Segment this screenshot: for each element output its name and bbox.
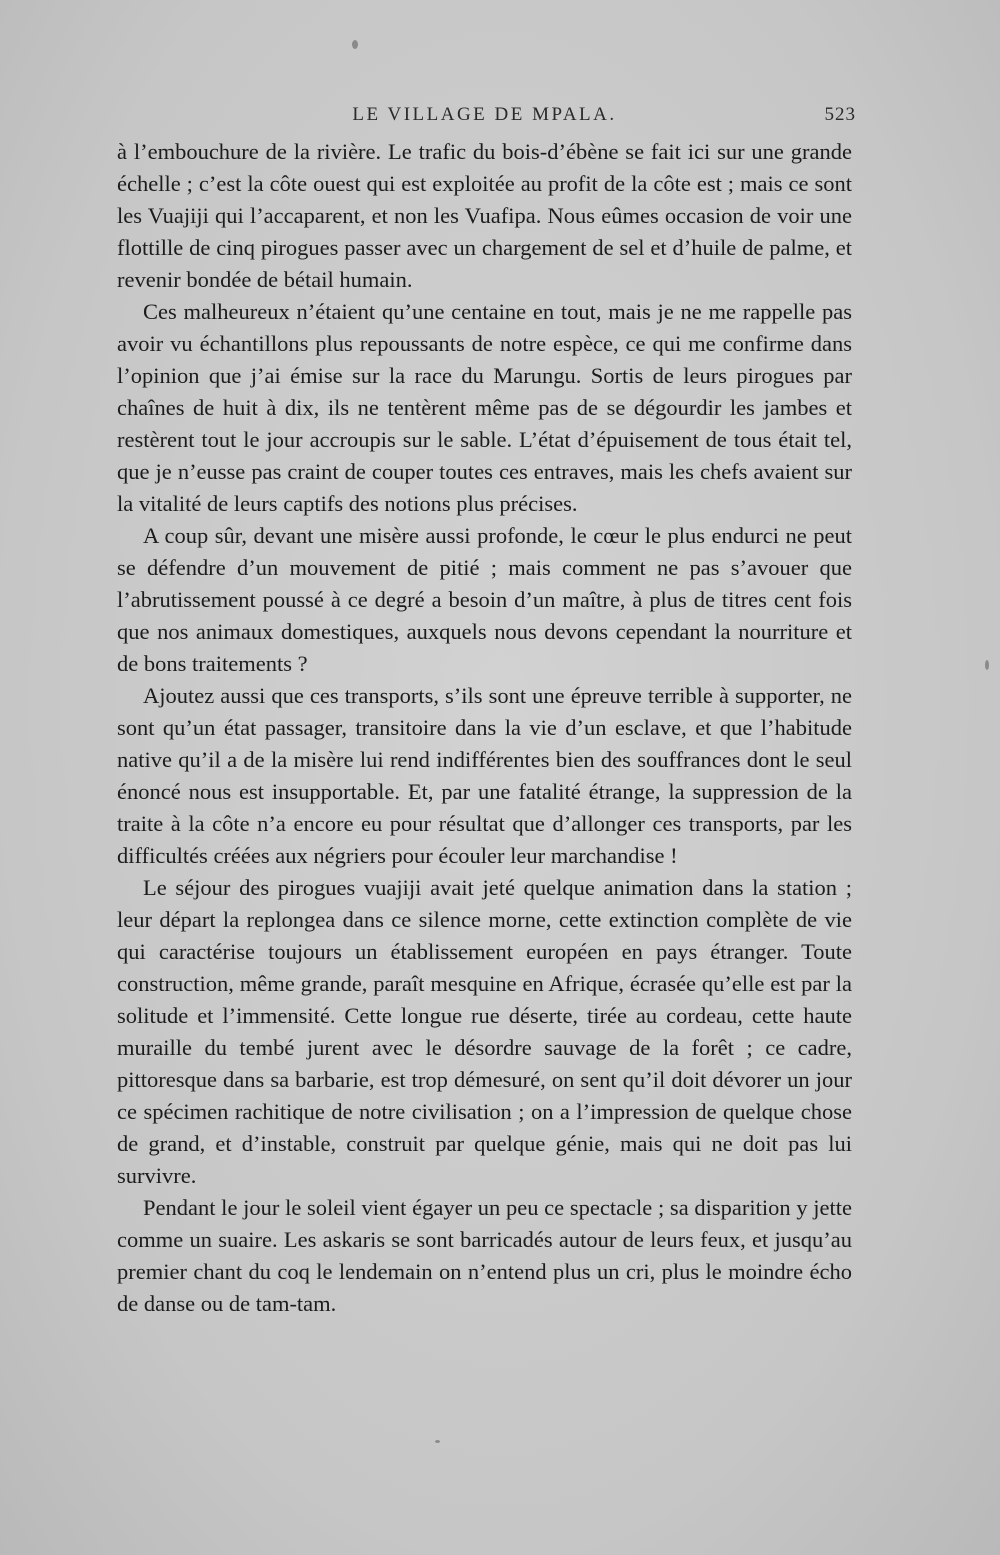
- body-text: [117, 136, 852, 1320]
- paragraph: A coup sûr, devant une misère aussi profonde, le cœur le plus endurci ne peut se défendre d’un mouvement de pitié ; mais comment ne pas s’avouer que l’abrutissement poussé à ce degré a besoin d’un maître, à plus de titres cent fois que nos animaux domestiques, auxquels nous devons cependant la nourriture et de bons traitements ?: [117, 523, 852, 676]
- page-number: 523: [824, 104, 856, 125]
- paper-speck: [435, 1440, 440, 1443]
- paragraph: Le séjour des pirogues vuajiji avait jeté quelque animation dans la station ; leur départ la replongea dans ce silence morne, cette extinction complète de vie qui caractérise toujours un établissement européen en pays étranger. Toute construction, même grande, paraît mesquine en Afrique, écrasée qu’elle est par la solitude et l’immensité. Cette longue rue déserte, tirée au cordeau, cette haute muraille du tembé jurent avec le désordre sauvage de la forêt ; ce cadre, pittoresque dans sa barbarie, est trop démesuré, on sent qu’il doit dévorer un jour ce spécimen rachitique de notre civilisation ; on a l’impression de quelque chose de grand, et d’instable, construit par quelque génie, mais qui ne doit pas lui survivre.: [117, 875, 852, 1188]
- paragraph: Pendant le jour le soleil vient égayer un peu ce spectacle ; sa disparition y jette comme un suaire. Les askaris se sont barricadés autour de leurs feux, et jusqu’au premier chant du coq le lendemain on n’entend plus un cri, plus le moindre écho de danse ou de tam-tam.: [117, 1195, 852, 1316]
- paper-speck: [985, 660, 989, 670]
- paragraph-continuation: à l’embouchure de la rivière. Le trafic du bois-d’ébène se fait ici sur une grande échelle ; c’est la côte ouest qui est exploitée au profit de la côte est ; mais ce sont les Vuajiji qui l’accaparent, et non les Vuafipa. Nous eûmes occasion de voir une flottille de cinq pirogues passer avec un chargement de sel et d’huile de palme, et revenir bondée de bétail humain.: [117, 139, 852, 292]
- paragraph: Ajoutez aussi que ces transports, s’ils sont une épreuve terrible à supporter, ne sont qu’un état passager, transitoire dans la vie d’un esclave, et que l’habitude native qu’il a de la misère lui rend indifférentes bien des souffrances dont le seul énoncé nous est insupportable. Et, par une fatalité étrange, la suppression de la traite à la côte n’a encore eu pour résultat que d’allonger ces transports, par les difficultés créées aux négriers pour écouler leur marchandise !: [117, 683, 852, 868]
- running-title: LE VILLAGE DE MPALA.: [352, 104, 617, 125]
- page-header: [117, 104, 856, 134]
- paragraph: Ces malheureux n’étaient qu’une centaine en tout, mais je ne me rappelle pas avoir vu échantillons plus repoussants de notre espèce, ce qui me confirme dans l’opinion que j’ai émise sur la race du Marungu. Sortis de leurs pirogues par chaînes de huit à dix, ils ne tentèrent même pas de se dégourdir les jambes et restèrent tout le jour accroupis sur le sable. L’état d’épuisement de tous était tel, que je n’eusse pas craint de couper toutes ces entraves, mais les chefs avaient sur la vitalité de leurs captifs des notions plus précises.: [117, 299, 852, 516]
- paper-speck: [352, 40, 358, 49]
